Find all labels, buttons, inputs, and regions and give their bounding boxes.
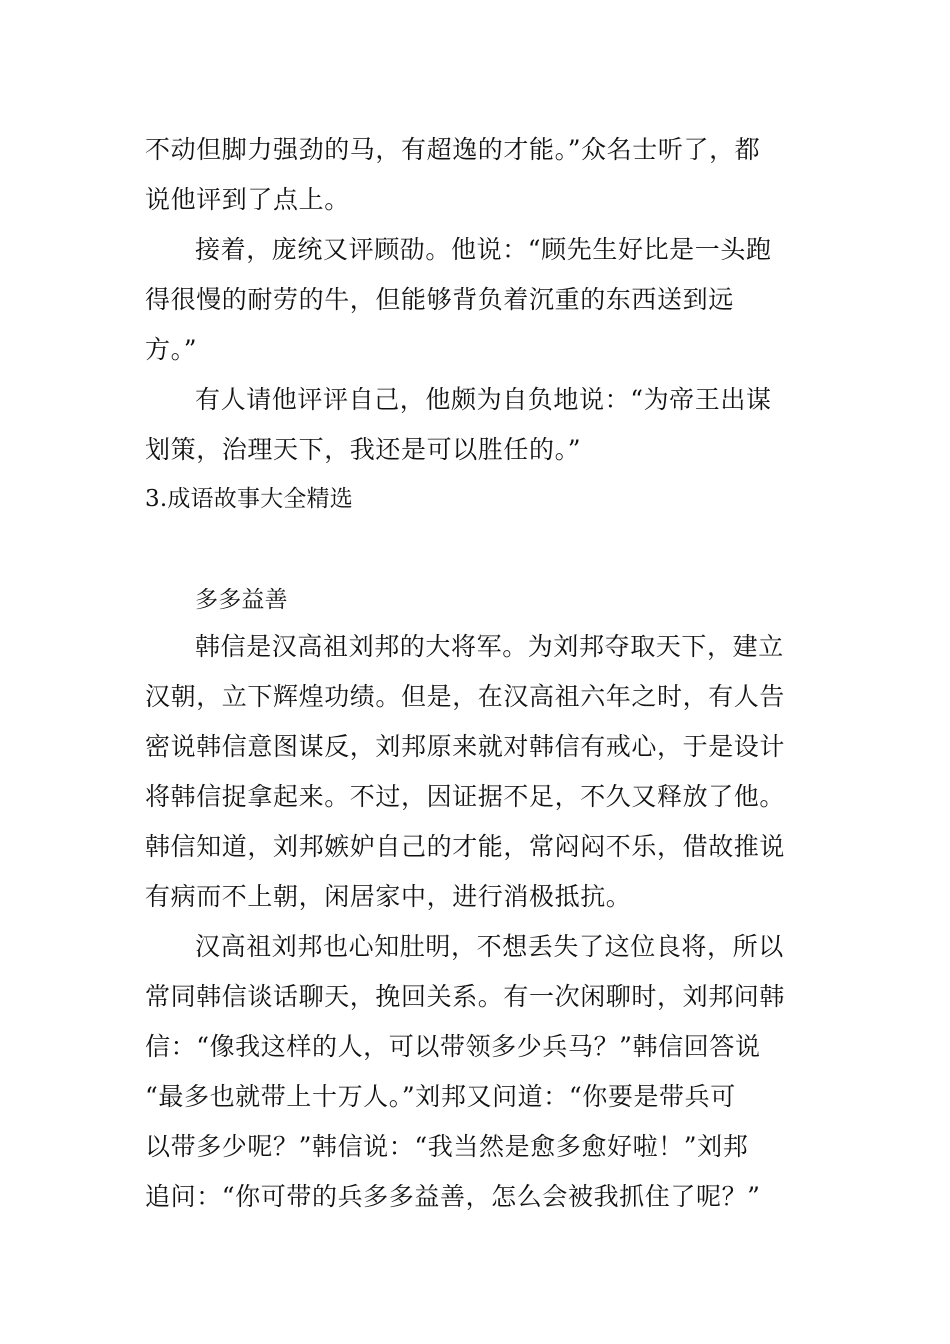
- text-line: 说他评到了点上。: [145, 185, 350, 214]
- text-line: 汉朝，立下辉煌功绩。但是，在汉高祖六年之时，有人告: [145, 682, 786, 711]
- text-line: 追问：“你可带的兵多多益善，怎么会被我抓住了呢？”: [145, 1182, 761, 1211]
- text-line: 接着，庞统又评顾劭。他说：“顾先生好比是一头跑: [195, 235, 772, 264]
- text-line: 方。”: [145, 335, 198, 364]
- text-line: 汉高祖刘邦也心知肚明，不想丢失了这位良将，所以: [195, 932, 784, 961]
- text-line: 常同韩信谈话聊天，挽回关系。有一次闲聊时，刘邦问韩: [145, 982, 786, 1011]
- text-line: 韩信是汉高祖刘邦的大将军。为刘邦夺取天下，建立: [195, 632, 784, 661]
- section-heading: 3.成语故事大全精选: [145, 486, 353, 512]
- text-line: 得很慢的耐劳的牛，但能够背负着沉重的东西送到远: [145, 285, 734, 314]
- text-line: 密说韩信意图谋反，刘邦原来就对韩信有戒心，于是设计: [145, 732, 786, 761]
- text-line: “最多也就带上十万人。”刘邦又问道：“你要是带兵可: [145, 1082, 736, 1111]
- text-line: 韩信知道，刘邦嫉妒自己的才能，常闷闷不乐，借故推说: [145, 832, 786, 861]
- text-line: 划策，治理天下，我还是可以胜任的。”: [145, 435, 582, 464]
- text-line: 将韩信捉拿起来。不过，因证据不足，不久又释放了他。: [145, 782, 786, 811]
- text-line: 有病而不上朝，闲居家中，进行消极抵抗。: [145, 882, 632, 911]
- text-line: 以带多少呢？”韩信说：“我当然是愈多愈好啦！”刘邦: [145, 1132, 749, 1161]
- story-title: 多多益善: [195, 587, 288, 613]
- text-line: 信：“像我这样的人，可以带领多少兵马？”韩信回答说: [145, 1032, 761, 1061]
- text-line: 有人请他评评自己，他颇为自负地说：“为帝王出谋: [195, 385, 772, 414]
- text-line: 不动但脚力强劲的马，有超逸的才能。”众名士听了，都: [145, 135, 761, 164]
